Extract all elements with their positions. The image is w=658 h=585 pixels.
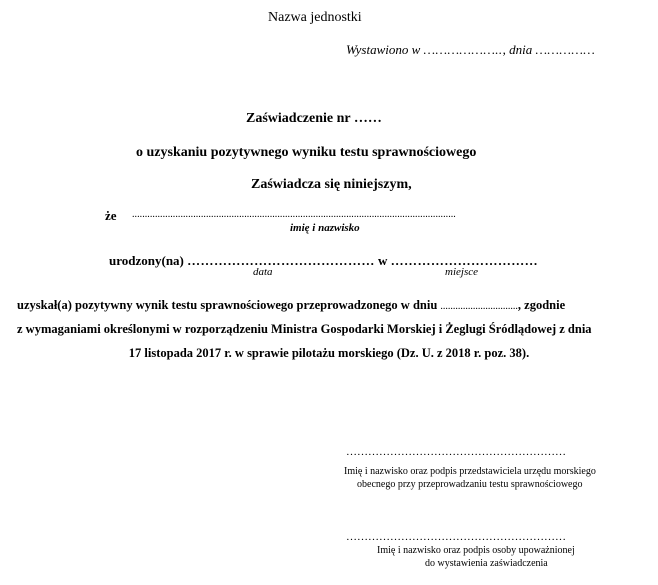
issued-prefix: Wystawiono w <box>346 42 421 57</box>
born-date-blank: …………………………………… <box>187 253 375 268</box>
issued-date-prefix: , dnia <box>502 42 533 57</box>
body-line-1-suffix: , zgodnie <box>517 298 566 312</box>
body-line-3: 17 listopada 2017 r. w sprawie pilotażu morskiego (Dz. U. z 2018 r. poz. 38). <box>128 346 530 360</box>
signature-2-caption-2: do wystawienia zaświadczenia <box>425 558 548 569</box>
ze-label: że <box>105 208 117 223</box>
place-caption: miejsce <box>445 266 478 278</box>
test-date-blank: ............................... <box>440 301 518 312</box>
born-label: urodzony(na) <box>109 253 184 268</box>
signature-1-caption-1: Imię i nazwisko oraz podpis przedstawiciela urzędu morskiego <box>344 466 596 477</box>
body-line-1 <box>17 298 565 313</box>
certificate-number: Zaświadczenie nr …… <box>246 111 382 126</box>
issued-place-blank: ……………….. <box>423 42 503 57</box>
name-blank: ............................................................................................................................... <box>132 209 456 220</box>
signature-1-caption-2: obecnego przy przeprowadzaniu testu sprawnościowego <box>357 479 583 490</box>
date-caption: data <box>253 266 273 278</box>
born-place-blank: …………………………… <box>390 253 539 268</box>
certify-text: Zaświadcza się niniejszym, <box>251 177 412 192</box>
issued-line <box>346 42 595 58</box>
unit-name: Nazwa jednostki <box>268 10 362 25</box>
certificate-subtitle: o uzyskaniu pozytywnego wyniku testu sprawnościowego <box>136 145 477 160</box>
name-caption: imię i nazwisko <box>290 222 360 234</box>
signature-line-1: …………………………………………………… <box>346 446 566 458</box>
body-line-2: z wymaganiami określonymi w rozporządzeniu Ministra Gospodarki Morskiej i Żeglugi Śródlądowej z dnia <box>17 322 592 336</box>
signature-2-caption-1: Imię i nazwisko oraz podpis osoby upoważnionej <box>377 545 575 556</box>
body-line-1-prefix: uzyskał(a) pozytywny wynik testu sprawnościowego przeprowadzonego w dniu <box>17 298 438 312</box>
issued-date-blank: …………… <box>535 42 596 57</box>
signature-line-2: …………………………………………………… <box>346 531 566 543</box>
born-in-label: w <box>378 253 388 268</box>
